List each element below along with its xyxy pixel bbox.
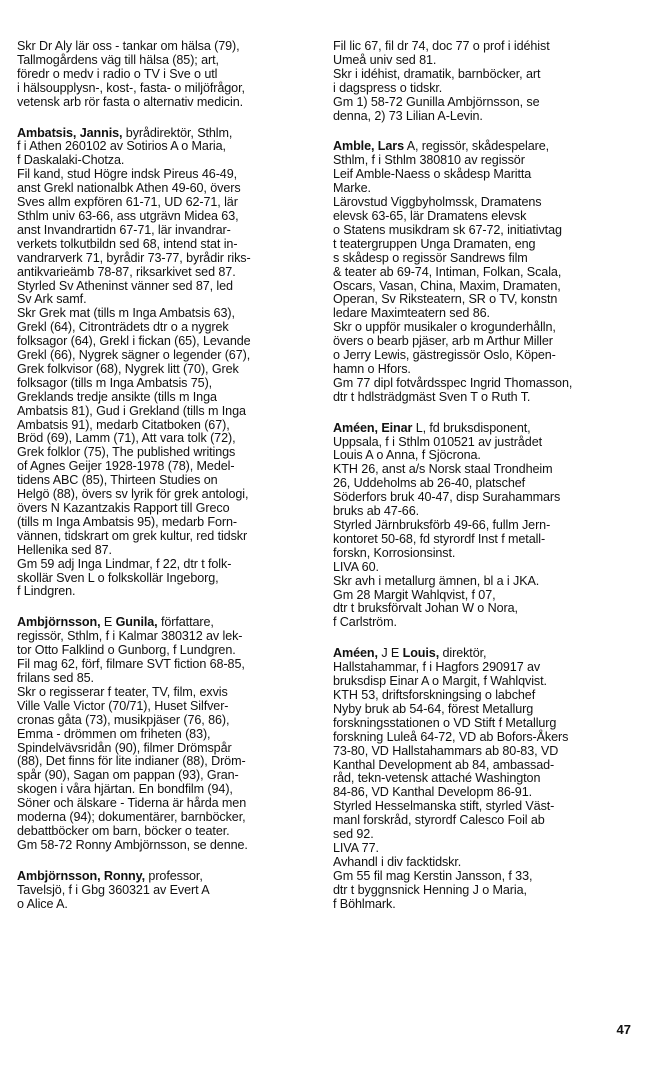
entry-heading	[333, 647, 633, 661]
entry-text-line: Skr avh i metallurg ämnen, bl a i JKA.	[333, 573, 540, 588]
biography-entry	[17, 616, 317, 852]
entry-given-name: Louis,	[402, 646, 440, 661]
entry-text-line: Grekl (64), Citronträdets dtr o a nygrek	[17, 320, 229, 335]
entry-text-line: tor Otto Falklind o Gunborg, f Lundgren.	[17, 643, 236, 658]
entry-text-line: manl forskråd, styrordf Calesco Foil ab	[333, 813, 545, 828]
entry-surname: Améen,	[333, 420, 378, 435]
biography-entry	[17, 127, 317, 600]
entry-text-line: Oscars, Vasan, China, Maxim, Dramaten,	[333, 278, 561, 293]
entry-surname: Améen,	[333, 646, 378, 661]
entry-text-line: elevsk 63-65, lär Dramatens elevsk	[333, 208, 527, 223]
biography-entry	[333, 647, 633, 911]
entry-text-line: antikvarieämb 78-87, riksarkivet sed 87.	[17, 264, 236, 279]
entry-text-line: Emma - drömmen om friheten (83),	[17, 726, 211, 741]
entry-heading	[333, 140, 633, 154]
entry-text-line: forskn, Korrosionsinst.	[333, 545, 456, 560]
entry-text-line: moderna (94); dokumentärer, barnböcker,	[17, 810, 246, 825]
entry-text-line: f Carlström.	[333, 615, 397, 630]
entry-text-line: Hallstahammar, f i Hagfors 290917 av	[333, 660, 541, 675]
entry-text-line: i dagspress o tidskr.	[333, 80, 443, 95]
entry-text-line: Ville Valle Victor (70/71), Huset Silfver-	[17, 698, 229, 713]
entry-text-line: o Statens musikdram sk 67-72, initiativtag	[333, 222, 562, 237]
biography-entry	[17, 40, 317, 110]
entry-text-line: of Agnes Geijer 1928-1978 (78), Medel-	[17, 459, 235, 474]
entry-text-line: dtr t hdlsträdgmäst Sven T o Ruth T.	[333, 389, 531, 404]
entry-text-line: Skr o uppför musikaler o krogunderhålln,	[333, 320, 556, 335]
entry-text-line: Spindelvävsridån (90), filmer Drömspår	[17, 740, 232, 755]
entry-text-line: Kanthal Development ab 84, ambassad-	[333, 757, 555, 772]
entry-text-line: Tallmogårdens väg till hälsa (85); art,	[17, 52, 219, 67]
entry-text-line: Greklands tredje ansikte (tills m Inga	[17, 389, 217, 404]
entry-text-line: 26, Uddeholms ab 26-40, platschef	[333, 476, 526, 491]
biography-entry	[333, 40, 633, 123]
entry-text-line: Ambatsis 91), medarb Citatboken (67),	[17, 417, 230, 432]
entry-text-line: Tavelsjö, f i Gbg 360321 av Evert A	[17, 882, 210, 897]
entry-text-line: Skr o regisserar f teater, TV, film, exvis	[17, 684, 228, 699]
entry-first-names: J E	[381, 646, 400, 661]
entry-text-line: Fil lic 67, fil dr 74, doc 77 o prof i idéhist	[333, 39, 550, 53]
entry-text-line: Sves allm expfören 61-71, UD 62-71, lär	[17, 195, 238, 210]
entry-given-name: Lars	[377, 139, 404, 154]
entry-first-names: E	[103, 615, 113, 630]
entry-text-line: Louis A o Anna, f Sjöcrona.	[333, 448, 481, 463]
entry-text-line: dtr t bruksförvalt Johan W o Nora,	[333, 601, 518, 616]
entry-text-line: t teatergruppen Unga Dramaten, eng	[333, 236, 536, 251]
entry-text-line: Helgö (88), övers sv lyrik för grek antologi,	[17, 487, 249, 502]
entry-text-line: debattböcker om barn, böcker o teater.	[17, 823, 230, 838]
entry-text-line: folksagor (64), Grekl i fickan (65), Levande	[17, 334, 251, 349]
entry-text-line: kontoret 50-68, fd styrordf Inst f metall-	[333, 531, 546, 546]
entry-text-line: sed 92.	[333, 827, 374, 842]
entry-text-line: bruksdisp Einar A o Margit, f Wahlqvist.	[333, 674, 547, 689]
entry-text-line: f Daskalaki-Chotza.	[17, 153, 125, 168]
entry-surname: Ambatsis,	[17, 125, 77, 140]
entry-heading	[333, 422, 633, 436]
page-number: 47	[616, 1022, 631, 1037]
entry-given-name: Ronny,	[103, 868, 146, 883]
entry-given-name: Gunila,	[115, 615, 158, 630]
entry-text-line: skollär Sven L o folkskollär Ingeborg,	[17, 570, 219, 585]
entry-text-line: LIVA 60.	[333, 559, 379, 574]
entry-text-line: Sthlm univ 63-66, ass utgrävn Midea 63,	[17, 208, 239, 223]
entry-text-line: (tills m Inga Ambatsis 95), medarb Forn-	[17, 514, 237, 529]
entry-surname: Ambjörnsson,	[17, 615, 101, 630]
entry-text-line: Grek folkvisor (68), Nygrek litt (70), Grek	[17, 361, 239, 376]
entry-heading	[17, 616, 317, 630]
biography-entry	[17, 870, 317, 912]
entry-text-line: övers o bearb pjäser, arb m Arthur Miller	[333, 334, 553, 349]
entry-text-line: f i Athen 260102 av Sotirios A o Maria,	[17, 139, 226, 154]
entry-text-line: Fil mag 62, förf, filmare SVT fiction 68-85,	[17, 657, 245, 672]
entry-text-line: regissör, Sthlm, f i Kalmar 380312 av lek-	[17, 629, 243, 644]
entry-text-line: övers N Kazantzakis Rapport till Greco	[17, 501, 230, 515]
entry-surname: Amble,	[333, 139, 375, 154]
entry-text-line: vetensk arb rör fasta o alternativ medicin.	[17, 94, 243, 109]
entry-text-line: Styrled Hesselmanska stift, styrled Väst-	[333, 799, 555, 814]
entry-text-line: Skr i idéhist, dramatik, barnböcker, art	[333, 66, 541, 81]
entry-text-line: Skr Dr Aly lär oss - tankar om hälsa (79),	[17, 39, 240, 53]
left-column	[17, 40, 317, 928]
entry-text-line: i hälsoupplysn-, kost-, fasta- o miljöfrågor,	[17, 80, 245, 95]
entry-text-line: KTH 26, anst a/s Norsk staal Trondheim	[333, 462, 553, 477]
entry-text-line: Lärovstud Viggbyholmssk, Dramatens	[333, 195, 542, 210]
biography-entry	[333, 422, 633, 631]
entry-text-line: Gm 58-72 Ronny Ambjörnsson, se denne.	[17, 837, 248, 852]
biography-entry	[333, 140, 633, 404]
entry-heading-text: författare,	[157, 615, 214, 630]
entry-text-line: LIVA 77.	[333, 840, 379, 855]
entry-heading	[17, 870, 317, 884]
entry-text-line: Söner och älskare - Tiderna är hårda men	[17, 796, 247, 811]
entry-text-line: råd, tekn-vetensk attaché Washington	[333, 771, 541, 786]
entry-text-line: forskning Luleå 64-72, VD ab Bofors-Åkers	[333, 729, 569, 744]
entry-text-line: & teater ab 69-74, Intiman, Folkan, Scala,	[333, 264, 562, 279]
entry-heading	[17, 127, 317, 141]
entry-heading-text: byrådirektör, Sthlm,	[122, 125, 233, 140]
entry-text-line: Sthlm, f i Sthlm 380810 av regissör	[333, 153, 525, 168]
entry-text-line: Operan, Sv Riksteatern, SR o TV, konstn	[333, 292, 558, 307]
entry-text-line: Gm 59 adj Inga Lindmar, f 22, dtr t folk-	[17, 556, 232, 571]
entry-text-line: Styrled Sv Atheninst vänner sed 87, led	[17, 278, 233, 293]
entry-text-line: anst Grekl nationalbk Athen 49-60, övers	[17, 181, 241, 196]
entry-text-line: föredr o medv i radio o TV i Sve o utl	[17, 66, 218, 81]
entry-text-line: forskningsstationen o VD Stift f Metallurg	[333, 715, 557, 730]
entry-text-line: Nyby bruk ab 54-64, förest Metallurg	[333, 701, 534, 716]
entry-text-line: Avhandl i div facktidskr.	[333, 854, 462, 869]
entry-text-line: Gm 55 fil mag Kerstin Jansson, f 33,	[333, 868, 533, 883]
entry-text-line: ledare Maximteatern sed 86.	[333, 306, 490, 321]
entry-text-line: tidens ABC (85), Thirteen Studies on	[17, 473, 218, 488]
entry-text-line: bruks ab 47-66.	[333, 504, 420, 519]
entry-text-line: cronas gåta (73), musikpjäser (76, 86),	[17, 712, 230, 727]
entry-text-line: vandrarverk 71, byrådir 73-77, byrådir riks-	[17, 250, 251, 265]
entry-heading-text: direktör,	[439, 646, 487, 661]
entry-text-line: folksagor (tills m Inga Ambatsis 75),	[17, 375, 213, 390]
entry-text-line: f Lindgren.	[17, 584, 76, 599]
entry-text-line: Skr Grek mat (tills m Inga Ambatsis 63),	[17, 306, 235, 321]
entry-text-line: Styrled Järnbruksförb 49-66, fullm Jern-	[333, 518, 551, 532]
entry-text-line: Bröd (69), Lamm (71), Att vara tolk (72),	[17, 431, 236, 446]
entry-text-line: Grekl (66), Nygrek sägner o legender (67),	[17, 348, 251, 363]
entry-text-line: o Alice A.	[17, 896, 68, 911]
entry-text-line: KTH 53, driftsforskningsing o labchef	[333, 687, 536, 702]
entry-text-line: Marke.	[333, 181, 371, 196]
entry-text-line: Umeå univ sed 81.	[333, 52, 437, 67]
entry-text-line: Sv Ark samf.	[17, 292, 87, 307]
entry-text-line: Leif Amble-Naess o skådesp Maritta	[333, 167, 532, 182]
entry-text-line: dtr t byggnsnick Henning J o Maria,	[333, 882, 527, 897]
entry-text-line: Fil kand, stud Högre indsk Pireus 46-49,	[17, 167, 238, 182]
entry-text-line: skogen i våra hjärtan. En bondfilm (94),	[17, 782, 233, 797]
entry-text-line: Ambatsis 81), Gud i Grekland (tills m Inga	[17, 403, 246, 418]
entry-text-line: o Jerry Lewis, gästregissör Oslo, Köpen-	[333, 348, 556, 363]
entry-text-line: spår (90), Sagan om pappan (93), Gran-	[17, 768, 239, 783]
entry-text-line: Grek folklor (75), The published writings	[17, 445, 236, 460]
entry-surname: Ambjörnsson,	[17, 868, 101, 883]
entry-text-line: anst Invandrartidn 67-71, lär invandrar-	[17, 222, 231, 237]
entry-text-line: Gm 77 dipl fotvårdsspec Ingrid Thomasson,	[333, 375, 573, 390]
entry-given-name: Jannis,	[79, 125, 123, 140]
entry-text-line: Uppsala, f i Sthlm 010521 av justrådet	[333, 434, 543, 449]
entry-text-line: f Böhlmark.	[333, 896, 396, 911]
entry-given-name: Einar	[381, 420, 413, 435]
entry-heading-text: A, regissör, skådespelare,	[404, 139, 550, 154]
entry-text-line: s skådesp o regissör Sandrews film	[333, 250, 528, 265]
entry-text-line: verkets tolkutbildn sed 68, intend stat in-	[17, 236, 238, 251]
entry-text-line: denna, 2) 73 Lilian A-Levin.	[333, 108, 483, 123]
entry-text-line: (88), Det finns för lite indianer (88), Dröm-	[17, 754, 246, 769]
entry-text-line: hamn o Hfors.	[333, 361, 411, 376]
entry-text-line: Gm 28 Margit Wahlqvist, f 07,	[333, 587, 496, 602]
entry-text-line: Söderfors bruk 40-47, disp Surahammars	[333, 490, 561, 505]
entry-text-line: frilans sed 85.	[17, 670, 94, 685]
entry-heading-text: professor,	[145, 868, 203, 883]
entry-text-line: Hellenika sed 87.	[17, 542, 112, 557]
entry-text-line: 73-80, VD Hallstahammars ab 80-83, VD	[333, 743, 559, 758]
entry-text-line: vännen, tidskrart om grek kultur, red tidskr	[17, 528, 248, 543]
entry-text-line: Gm 1) 58-72 Gunilla Ambjörnsson, se	[333, 94, 540, 109]
right-column	[333, 40, 633, 928]
entry-text-line: 84-86, VD Kanthal Developm 86-91.	[333, 785, 533, 800]
entry-heading-text: L, fd bruksdisponent,	[412, 420, 531, 435]
